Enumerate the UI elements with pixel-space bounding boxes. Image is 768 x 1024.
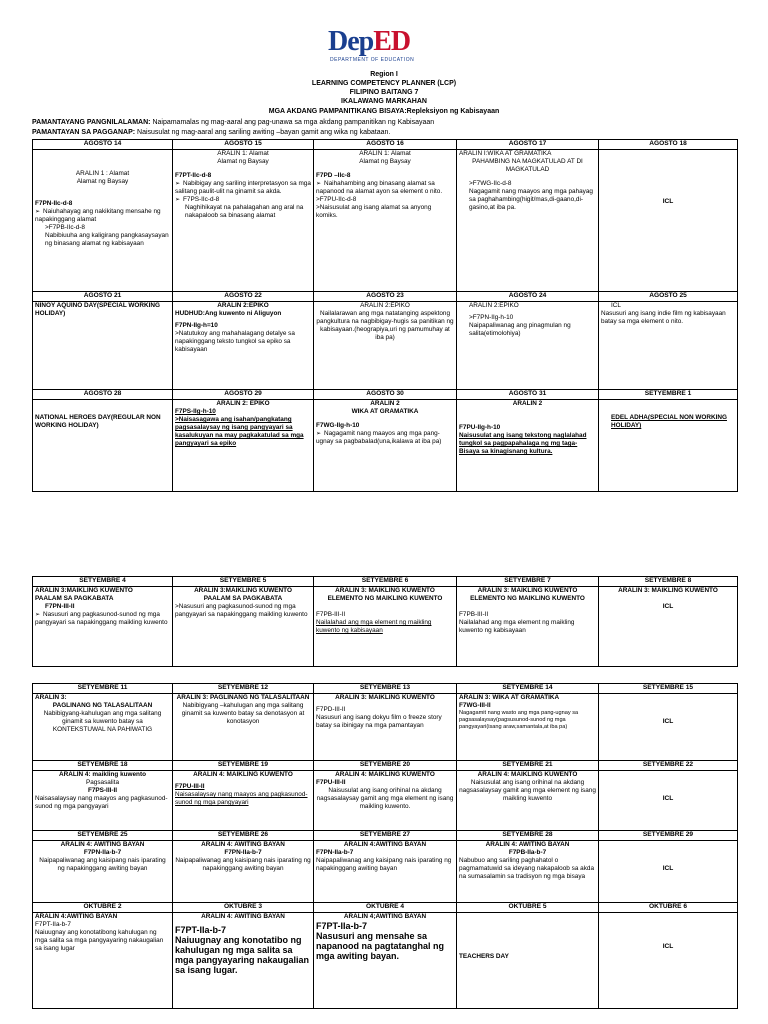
date-cell: AGOSTO 14 xyxy=(33,140,173,150)
date-cell: SETYEMBRE 4 xyxy=(33,577,173,587)
date-cell: AGOSTO 28 xyxy=(33,390,173,400)
lesson-cell: ARALIN 4: AWITING BAYAN F7PB-IIa-b-7 Nabubuo ang sariling paghahatol o pagmamatuwid sa ideyang nakapaloob sa akda na sumasalamin sa tradisyon ng mga bisaya xyxy=(457,841,599,903)
planner-table-sept-week1 xyxy=(32,576,738,667)
lesson-cell: EDEL ADHA(SPECIAL NON WORKING HOLIDAY) xyxy=(599,400,738,492)
lesson-cell: ARALIN 3: MAIKLING KUWENTO ELEMENTO NG MAIKLING KUWENTO F7PB-III-II Nailalahad ang mga element ng maikling kuwento ng kabisayaan xyxy=(314,587,457,667)
lesson-cell: ARALIN 3: PAGLINANG NG TALASALITAAN Nabibigyang-kahulugan ang mga salitang ginamit sa kuwento batay sa KONTEKSTUWAL NA PAHIWATIG xyxy=(33,694,173,761)
date-cell: OKTUBRE 6 xyxy=(599,903,738,913)
lesson-cell: ARALIN 1: Alamat Alamat ng Baysay F7PD –IIc-8 ➢ Naihahambing ang binasang alamat sa napanood na alamat ayon sa element o nito. >F7PU-IIc-d-8 >Naisusulat ang isang alamat sa anyong komiks. xyxy=(314,150,457,292)
lesson-row xyxy=(33,694,738,761)
date-cell: SETYEMBRE 1 xyxy=(599,390,738,400)
date-cell: AGOSTO 16 xyxy=(314,140,457,150)
date-cell: AGOSTO 15 xyxy=(173,140,314,150)
lesson-cell: ICL Nasusuri ang isang indie film ng kabisayaan batay sa mga element o nito. xyxy=(599,302,738,390)
date-cell: SETYEMBRE 11 xyxy=(33,684,173,694)
date-cell: SETYEMBRE 20 xyxy=(314,761,457,771)
lesson-cell: ARALIN I:WIKA AT GRAMATIKA PAHAMBING NA MAGKATULAD AT DI MAGKATULAD >F7WG-IIc-d-8 Nagagamit nang maayos ang mga pahayag sa paghahambing(higit/mas,di-gaano,di-gasino,at iba pa. xyxy=(457,150,599,292)
lesson-cell: ARALIN 4: MAIKLING KUWENTO F7PU-III-II Naisusulat ang isang orihinal na akdang nagsasalaysay gamit ang mga element ng isang maikling kuwento. xyxy=(314,771,457,831)
planner-table-august xyxy=(32,139,738,492)
lesson-cell: ARALIN 4: AWITING BAYAN F7PN-IIa-b-7 Naipapaliwanag ang kaisipang nais iparating ng napakinggang awiting bayan xyxy=(173,841,314,903)
lesson-cell: NINOY AQUINO DAY(SPECIAL WORKING HOLIDAY) xyxy=(33,302,173,390)
date-cell: SETYEMBRE 28 xyxy=(457,831,599,841)
lesson-row xyxy=(33,913,738,1009)
date-cell: OKTUBRE 4 xyxy=(314,903,457,913)
date-cell: AGOSTO 22 xyxy=(173,292,314,302)
lesson-cell: ARALIN 2 WIKA AT GRAMATIKA F7WG-IIg-h-10 ➢ Nagagamit nang maayos ang mga pang-ugnay sa pagbabalad(una,ikalawa at iba pa) xyxy=(314,400,457,492)
lesson-cell: ICL xyxy=(599,771,738,831)
date-cell: SETYEMBRE 8 xyxy=(599,577,738,587)
lesson-cell: ARALIN 2: EPIKO F7PS-IIg-h-10 >Naisasagawa ang isahan/pangkatang pagsasalaysay ng isang pangyayari sa kasalukuyan na may pagkakatulad sa mga pangyayari sa epiko xyxy=(173,400,314,492)
lesson-cell: ARALIN 2 F7PU-IIg-h-10 Naisusulat ang isang tekstong naglalahad tungkol sa pagpapahalaga ng mg taga-Bisaya sa kinagisnang kultura. xyxy=(457,400,599,492)
deped-logo-subtitle: DEPARTMENT OF EDUCATION xyxy=(330,57,415,63)
date-row xyxy=(33,761,738,771)
lesson-row xyxy=(33,302,738,390)
lesson-cell: ARALIN 4;AWITING BAYAN F7PT-IIa-b-7 Nasusuri ang mensahe sa napanood na pagtatanghal ng mga awiting bayan. xyxy=(314,913,457,1009)
quarter-label: IKALAWANG MARKAHAN xyxy=(341,98,427,105)
date-cell: OKTUBRE 5 xyxy=(457,903,599,913)
date-cell: AGOSTO 24 xyxy=(457,292,599,302)
date-cell: SETYEMBRE 22 xyxy=(599,761,738,771)
date-cell: SETYEMBRE 29 xyxy=(599,831,738,841)
date-cell: SETYEMBRE 27 xyxy=(314,831,457,841)
date-cell: SETYEMBRE 14 xyxy=(457,684,599,694)
date-cell: AGOSTO 18 xyxy=(599,140,738,150)
date-cell: AGOSTO 23 xyxy=(314,292,457,302)
lesson-row xyxy=(33,771,738,831)
lesson-cell: ICL xyxy=(599,913,738,1009)
lesson-cell: ARALIN 4: MAIKLING KUWENTO Naisusulat ang isang orihinal na akdang nagsasalaysay gamit ang mga element ng isang maikling kuwento xyxy=(457,771,599,831)
date-cell: SETYEMBRE 7 xyxy=(457,577,599,587)
content-standard: PAMANTAYANG PANGNILALAMAN: Naipamamalas ng mag-aaral ang pag-unawa sa mga akdang pampanitikan ng Kabisayaan xyxy=(32,119,435,126)
date-cell: SETYEMBRE 25 xyxy=(33,831,173,841)
date-row xyxy=(33,577,738,587)
lesson-cell: ARALIN 4: MAIKLING KUWENTO F7PU-III-II Naisasalaysay nang maayos ang pagkasunod-sunod ng mga pangyayari xyxy=(173,771,314,831)
date-cell: AGOSTO 30 xyxy=(314,390,457,400)
lesson-cell: NATIONAL HEROES DAY(REGULAR NON WORKING HOLIDAY) xyxy=(33,400,173,492)
date-row xyxy=(33,140,738,150)
lesson-cell: ARALIN 3: WIKA AT GRAMATIKA F7WG-III-II Nagagamit nang wasto ang mga pang-ugnay sa pagsasalaysay(pagsusunod-sunod ng mga pangyayari(isang araw,samantala,at iba pa) xyxy=(457,694,599,761)
lesson-cell: ARALIN 3: MAIKLING KUWENTO ELEMENTO NG MAIKLING KUWENTO F7PB-III-II Nailalahad ang mga element ng maikling kuwento ng kabisayaan xyxy=(457,587,599,667)
lesson-cell: ARALIN 4: AWITING BAYAN F7PT-IIa-b-7 Naiuugnay ang konotatibo ng kahulugan ng mga salita sa mga pangyayaring nakaugalian sa isang lugar. xyxy=(173,913,314,1009)
lesson-cell: ARALIN 2:EPIKO >F7PN-IIg-h-10 Naipapaliwanag ang pinagmulan ng salita(etimolohiya) xyxy=(457,302,599,390)
lesson-row xyxy=(33,587,738,667)
lesson-cell: ARALIN 3: PAGLINANG NG TALASALITAAN Nabibigyang –kahulugan ang mga salitang ginamit sa kuwento batay sa denotasyon at konotasyon xyxy=(173,694,314,761)
lesson-row xyxy=(33,150,738,292)
lesson-cell: ARALIN 1: Alamat Alamat ng Baysay F7PT-IIc-d-8 ➢ Nabibigay ang sariling interpretasyon sa mga salitang paulit-ulit na ginamit sa akda. ➢ F7PS-IIc-d-8 Naghihikayat na pahalagahan ang aral na nakapaloob sa binasang alamat xyxy=(173,150,314,292)
date-cell: AGOSTO 29 xyxy=(173,390,314,400)
lesson-cell: ARALIN 3:MAIKLING KUWENTO PAALAM SA PAGKABATA F7PN-III-II ➢ Nasusuri ang pagkasunod-sunod ng mga pangyayari sa napakinggang maikling kuwento xyxy=(33,587,173,667)
lesson-cell: ARALIN 4:AWITING BAYAN F7PT-IIa-b-7 Naiuugnay ang konotatibong kahulugan ng mga salita sa mga pangyayaring nakaugalian sa isang lugar xyxy=(33,913,173,1009)
subject-label: FILIPINO BAITANG 7 xyxy=(349,89,419,96)
lesson-cell: TEACHERS DAY xyxy=(457,913,599,1009)
lesson-cell: ARALIN 2:EPIKO Nailalarawan ang mga natatanging aspektong pangkultura na nagbibigay-hugis sa panitikan ng kabisayaan.(heograpiya,uri ng pamumuhay at iba pa) xyxy=(314,302,457,390)
date-row xyxy=(33,684,738,694)
date-cell: SETYEMBRE 18 xyxy=(33,761,173,771)
date-cell: SETYEMBRE 12 xyxy=(173,684,314,694)
lesson-cell: ARALIN 3: MAIKLING KUWENTO F7PD-III-II Nasusuri ang isang dokyu film o freeze story batay sa ibinigay na mga pamantayan xyxy=(314,694,457,761)
lesson-cell: ICL xyxy=(599,150,738,292)
date-cell: OKTUBRE 2 xyxy=(33,903,173,913)
region-label: Region I xyxy=(370,71,398,78)
theme-label: MGA AKDANG PAMPANITIKANG BISAYA:Repleksiyon ng Kabisayaan xyxy=(268,108,500,115)
performance-standard: PAMANTAYAN SA PAGGANAP: Naisusulat ng mag-aaral ang sariling awiting –bayan gamit ang wika ng kabataan. xyxy=(32,129,391,136)
lesson-cell: ARALIN 1 : Alamat Alamat ng Baysay F7PN-IIc-d-8 ➢ Naiuhahayag ang nakikitang mensahe ng napakinggang alamat >F7PB-IIc-d-8 Nabibiuuha ang kaligirang pangkasaysayan ng binasang alamat ng kabisayaan xyxy=(33,150,173,292)
lesson-cell: ICL xyxy=(599,694,738,761)
date-cell: SETYEMBRE 13 xyxy=(314,684,457,694)
lesson-row xyxy=(33,400,738,492)
date-row xyxy=(33,831,738,841)
lesson-cell: ICL xyxy=(599,841,738,903)
lesson-cell: ARALIN 2:EPIKO HUDHUD:Ang kuwento ni Aliguyon F7PN-IIg-h=10 >Natutukoy ang mahahalagang detalye sa napakinggang teksto tungkol sa epiko sa kabisayaan xyxy=(173,302,314,390)
date-row xyxy=(33,292,738,302)
date-cell: OKTUBRE 3 xyxy=(173,903,314,913)
lesson-cell: ARALIN 4: AWITING BAYAN F7PN-IIa-b-7 Naipapaliwanag ang kaisipang nais iparating ng napakinggang awiting bayan xyxy=(33,841,173,903)
planner-table-sept-oct xyxy=(32,683,738,1009)
date-cell: SETYEMBRE 26 xyxy=(173,831,314,841)
lesson-cell: ARALIN 4: maikling kuwento Pagsasalita F7PS-III-II Naisasalaysay nang maayos ang pagkasunod-sunod ng mga pangyayari xyxy=(33,771,173,831)
deped-logo-wordmark: DepED xyxy=(328,26,411,57)
lesson-cell: ARALIN 3: MAIKLING KUWENTO ICL xyxy=(599,587,738,667)
deped-logo xyxy=(328,28,440,64)
date-cell: AGOSTO 25 xyxy=(599,292,738,302)
date-cell: SETYEMBRE 15 xyxy=(599,684,738,694)
date-cell: SETYEMBRE 5 xyxy=(173,577,314,587)
lesson-cell: ARALIN 4:AWITING BAYAN F7PN-IIa-b-7 Naipapaliwanag ang kaisipang nais iparating ng napakinggang awiting bayan xyxy=(314,841,457,903)
date-cell: SETYEMBRE 6 xyxy=(314,577,457,587)
date-cell: SETYEMBRE 21 xyxy=(457,761,599,771)
date-cell: AGOSTO 31 xyxy=(457,390,599,400)
lesson-cell: ARALIN 3:MAIKLING KUWENTO PAALAM SA PAGKABATA >Nasusuri ang pagkasunod-sunod ng mga pangyayari sa napakinggang maikling kuwento xyxy=(173,587,314,667)
date-cell: AGOSTO 17 xyxy=(457,140,599,150)
planner-title: LEARNING COMPETENCY PLANNER (LCP) xyxy=(311,80,457,87)
lesson-row xyxy=(33,841,738,903)
date-row xyxy=(33,903,738,913)
date-row xyxy=(33,390,738,400)
date-cell: SETYEMBRE 19 xyxy=(173,761,314,771)
date-cell: AGOSTO 21 xyxy=(33,292,173,302)
